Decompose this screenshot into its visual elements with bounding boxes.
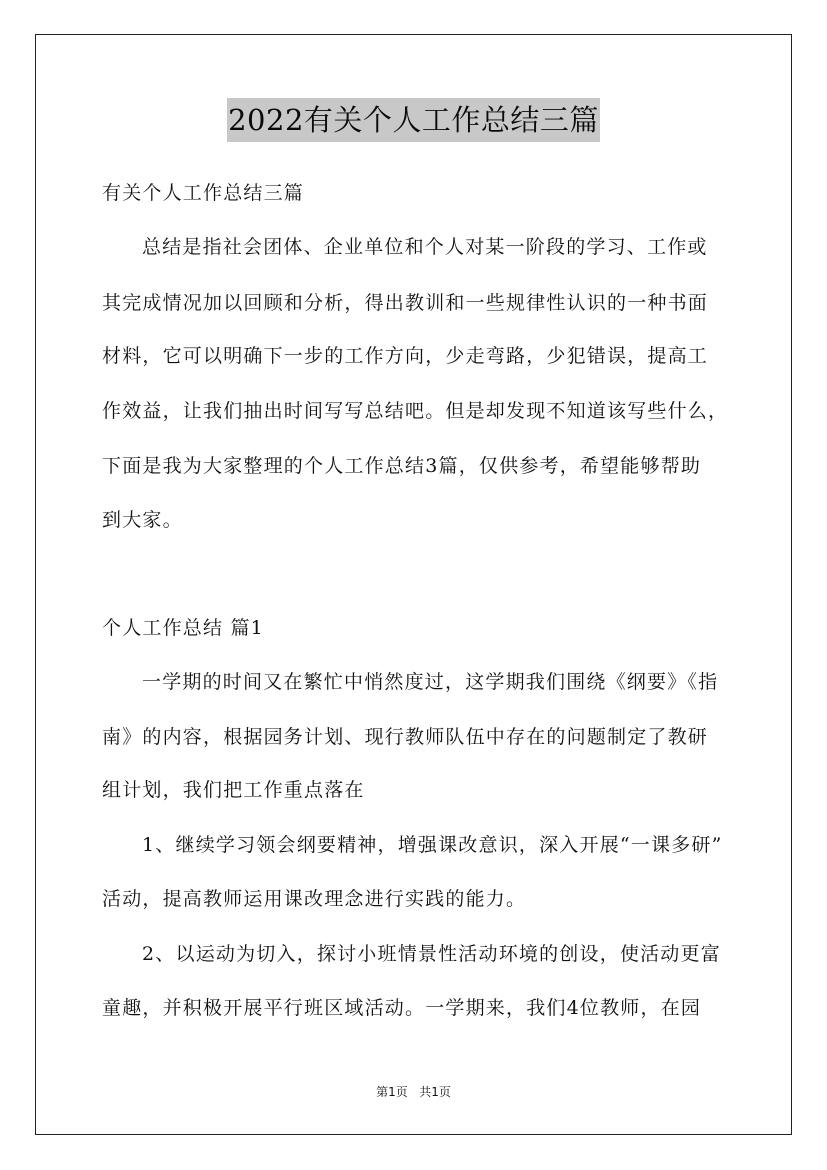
list-item-line: 2、以运动为切入，探讨小班情景性活动环境的创设，使活动更富 xyxy=(142,943,721,965)
paragraph-line: 组计划，我们把工作重点落在 xyxy=(102,779,365,801)
paragraph-line: 到大家。 xyxy=(102,509,183,531)
page-footer: 第1页 共1页 xyxy=(376,1085,451,1099)
title-container xyxy=(0,98,827,142)
paragraph-line: 材料，它可以明确下一步的工作方向，少走弯路，少犯错误，提高工 xyxy=(102,345,709,367)
document-title: 2022有关个人工作总结三篇 xyxy=(227,98,600,142)
section-heading: 个人工作总结 篇1 xyxy=(102,617,264,639)
paragraph-line: 其完成情况加以回顾和分析，得出教训和一些规律性认识的一种书面 xyxy=(102,292,709,314)
list-item-line: 活动，提高教师运用课改理念进行实践的能力。 xyxy=(102,888,527,910)
paragraph-line: 下面是我为大家整理的个人工作总结3篇，仅供参考，希望能够帮助 xyxy=(102,455,702,477)
paragraph-line: 一学期的时间又在繁忙中悄然度过，这学期我们围绕《纲要》《指 xyxy=(142,671,719,693)
list-item-line: 童趣，并积极开展平行班区域活动。一学期来，我们4位教师，在园 xyxy=(102,997,702,1019)
list-item-line: 1、继续学习领会纲要精神，增强课改意识，深入开展“一课多研” xyxy=(142,834,723,856)
subtitle-line: 有关个人工作总结三篇 xyxy=(102,182,305,204)
paragraph-line: 作效益，让我们抽出时间写写总结吧。但是却发现不知道该写些什么， xyxy=(102,400,729,422)
paragraph-line: 南》的内容，根据园务计划、现行教师队伍中存在的问题制定了教研 xyxy=(102,726,709,748)
paragraph-line: 总结是指社会团体、企业单位和个人对某一阶段的学习、工作或 xyxy=(142,236,708,258)
